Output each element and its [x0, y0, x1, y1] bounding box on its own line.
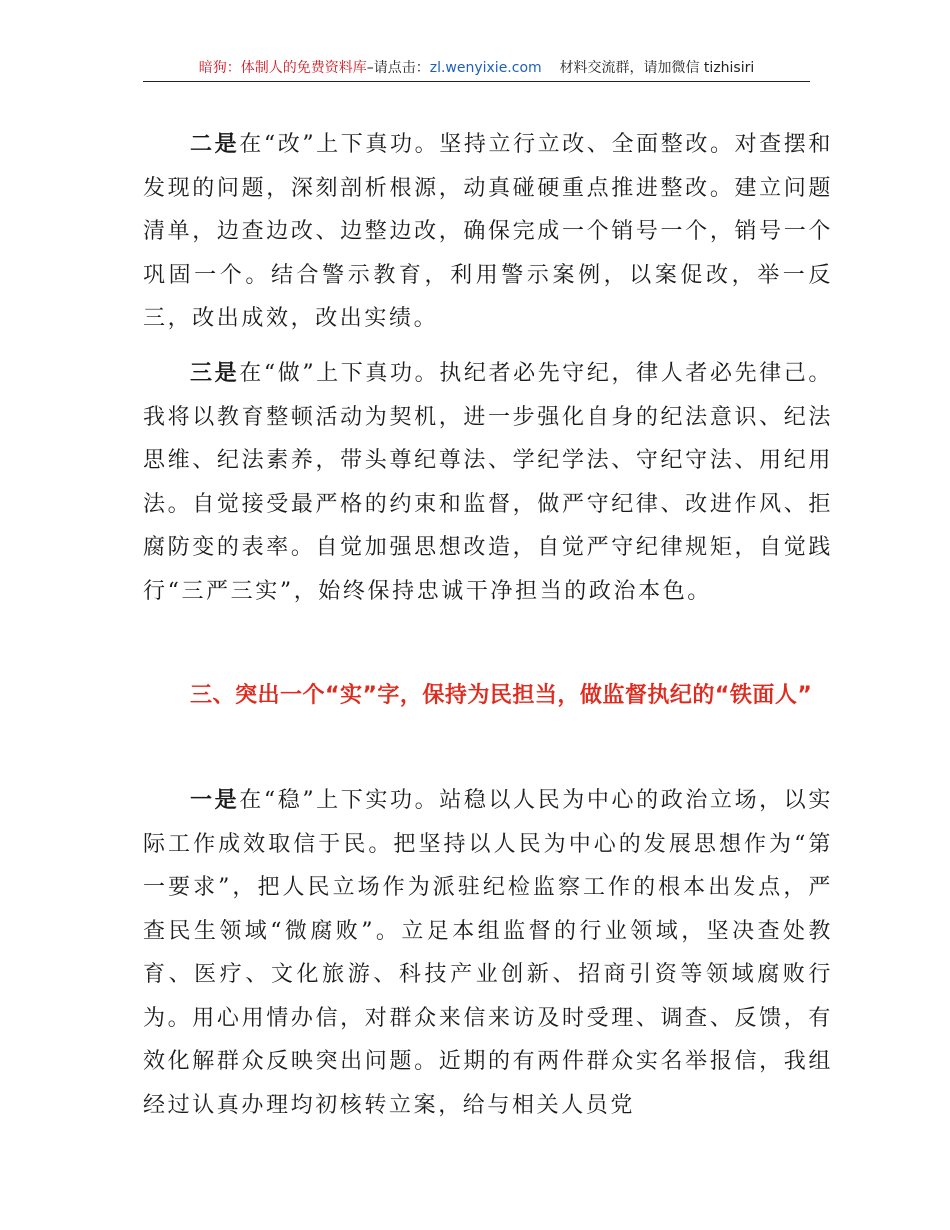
paragraph-lead: 三是 [190, 361, 240, 386]
header-click-prompt: –请点击： [366, 60, 430, 76]
paragraph-3-zuo [143, 352, 833, 613]
page-header [143, 57, 810, 82]
header-link[interactable]: zl.wenyixie.com [429, 60, 542, 76]
section-heading: 三、突出一个“实”字，保持为民担当，做监督执纪的“铁面人” [190, 683, 813, 708]
header-contact: 材料交流群，请加微信 tizhisiri [559, 60, 755, 76]
paragraph-2-gai [143, 123, 833, 341]
paragraph-text: 在“稳”上下实功。站稳以人民为中心的政治立场，以实际工作成效取信于民。把坚持以人民为中心的发展思想作为“第一要求”，把人民立场作为派驻纪检监察工作的根本出发点，严查民生领域“微腐败”。立足本组监督的行业领域，坚决查处教育、医疗、文化旅游、科技产业创新、招商引资等领域腐败行为。用心用情办信，对群众来信来访及时受理、调查、反馈，有效化解群众反映突出问题。近期的有两件群众实名举报信，我组经过认真办理均初核转立案，给与相关人员党 [143, 788, 834, 1118]
header-promo: 暗狗：体制人的免费资料库 [198, 60, 367, 76]
paragraph-text: 在“做”上下真功。执纪者必先守纪，律人者必先律己。我将以教育整顿活动为契机，进一步强化自身的纪法意识、纪法思维、纪法素养，带头尊纪尊法、学纪学法、守纪守法、用纪用法。自觉接受最严格的约束和监督，做严守纪律、改进作风、拒腐防变的表率。自觉加强思想改造，自觉严守纪律规矩，自觉践行“三严三实”，始终保持忠诚干净担当的政治本色。 [143, 361, 834, 604]
paragraph-1-wen [143, 779, 833, 1127]
paragraph-lead: 二是 [190, 132, 240, 157]
paragraph-text: 在“改”上下真功。坚持立行立改、全面整改。对查摆和发现的问题，深刻剖析根源，动真碰硬重点推进整改。建立问题清单，边查边改、边整边改，确保完成一个销号一个，销号一个巩固一个。结合警示教育，利用警示案例，以案促改，举一反三，改出成效，改出实绩。 [143, 132, 834, 331]
paragraph-lead: 一是 [190, 788, 240, 813]
